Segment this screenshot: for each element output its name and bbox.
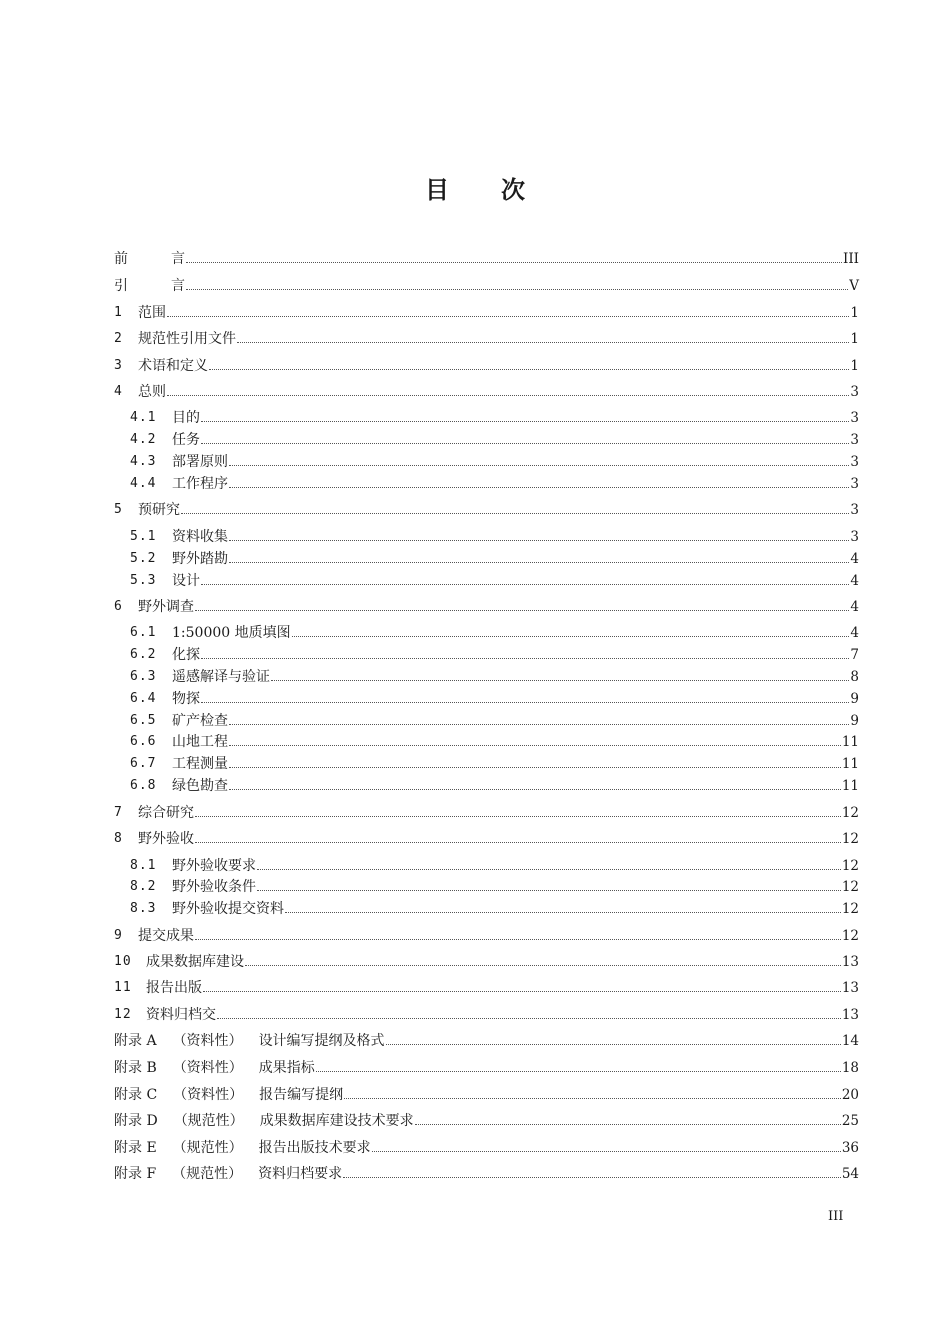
- toc-entry-appendix[interactable]: 附录 B （资料性） 成果指标 18: [114, 1060, 859, 1076]
- toc-entry-section[interactable]: 5.3 设计 4: [130, 573, 859, 589]
- toc-entry-section[interactable]: 6.4 物探 9: [130, 691, 859, 707]
- toc-entry-section[interactable]: 4.1 目的 3: [130, 410, 859, 426]
- toc-entry-page: III: [843, 251, 859, 267]
- toc-entry-chapter[interactable]: 5 预研究 3: [114, 502, 859, 518]
- dot-leader: [203, 991, 841, 992]
- toc-entry-chapter[interactable]: 1 范围 1: [114, 305, 859, 321]
- toc-entry-section[interactable]: 8.2 野外验收条件 12: [130, 879, 859, 895]
- dot-leader: [217, 1018, 841, 1019]
- dot-leader: [195, 939, 841, 940]
- toc-entry-chapter[interactable]: 7 综合研究 12: [114, 805, 859, 821]
- dot-leader: [229, 745, 841, 746]
- dot-leader: [181, 513, 849, 514]
- toc-entry-section[interactable]: 8.1 野外验收要求 12: [130, 858, 859, 874]
- toc-entry-section[interactable]: 6.3 遥感解译与验证 8: [130, 669, 859, 685]
- toc-entry-chapter[interactable]: 3 术语和定义 1: [114, 358, 859, 374]
- toc-entry-chapter[interactable]: 9 提交成果 12: [114, 928, 859, 944]
- toc-entry-section[interactable]: 6.1 1:50000 地质填图 4: [130, 625, 859, 641]
- toc-entry-chapter[interactable]: 10 成果数据库建设 13: [114, 954, 859, 970]
- dot-leader: [292, 636, 850, 637]
- dot-leader: [285, 912, 841, 913]
- dot-leader: [257, 890, 841, 891]
- dot-leader: [209, 369, 849, 370]
- dot-leader: [245, 965, 841, 966]
- dot-leader: [386, 1044, 841, 1045]
- dot-leader: [316, 1071, 841, 1072]
- dot-leader: [195, 816, 841, 817]
- toc-entry-appendix[interactable]: 附录 F （规范性） 资料归档要求 54: [114, 1166, 859, 1182]
- toc-entry-appendix[interactable]: 附录 A （资料性） 设计编写提纲及格式 14: [114, 1033, 859, 1049]
- dot-leader: [237, 342, 849, 343]
- toc-entry-section[interactable]: 4.4 工作程序 3: [130, 476, 859, 492]
- dot-leader: [195, 842, 841, 843]
- toc-entry-section[interactable]: 5.2 野外踏勘 4: [130, 551, 859, 567]
- toc-entry-section[interactable]: 5.1 资料收集 3: [130, 529, 859, 545]
- dot-leader: [229, 767, 841, 768]
- dot-leader: [201, 702, 849, 703]
- dot-leader: [201, 658, 849, 659]
- dot-leader: [186, 289, 848, 290]
- dot-leader: [271, 680, 849, 681]
- dot-leader: [229, 540, 849, 541]
- dot-leader: [257, 869, 841, 870]
- toc-entry-section[interactable]: 4.2 任务 3: [130, 432, 859, 448]
- toc-entry-label: 引 言: [114, 278, 185, 294]
- dot-leader: [344, 1098, 841, 1099]
- toc-entry-section[interactable]: 8.3 野外验收提交资料 12: [130, 901, 859, 917]
- footer-page-number: III: [828, 1209, 844, 1224]
- dot-leader: [372, 1151, 841, 1152]
- dot-leader: [186, 262, 842, 263]
- dot-leader: [229, 487, 849, 488]
- dot-leader: [229, 465, 849, 466]
- toc-entry-chapter[interactable]: 8 野外验收 12: [114, 831, 859, 847]
- dot-leader: [195, 610, 849, 611]
- dot-leader: [201, 584, 849, 585]
- dot-leader: [201, 421, 849, 422]
- toc-entry-intro[interactable]: [114, 275, 859, 295]
- toc-entry-section[interactable]: 6.7 工程测量 11: [130, 756, 859, 772]
- dot-leader: [229, 724, 849, 725]
- dot-leader: [167, 316, 849, 317]
- dot-leader: [343, 1177, 841, 1178]
- dot-leader: [229, 789, 841, 790]
- toc-entry-chapter[interactable]: 6 野外调查 4: [114, 599, 859, 615]
- toc-entry-chapter[interactable]: 4 总则 3: [114, 384, 859, 400]
- toc-entry-section[interactable]: 6.5 矿产检查 9: [130, 713, 859, 729]
- toc-entry-label: 前 言: [114, 251, 185, 267]
- dot-leader: [201, 443, 849, 444]
- dot-leader: [167, 395, 849, 396]
- page-title: [0, 170, 950, 205]
- toc-entry-appendix[interactable]: 附录 E （规范性） 报告出版技术要求 36: [114, 1140, 859, 1156]
- toc-entry-section[interactable]: 6.6 山地工程 11: [130, 734, 859, 750]
- toc-entry-section[interactable]: 6.2 化探 7: [130, 647, 859, 663]
- dot-leader: [229, 562, 849, 563]
- title-char-1: 目: [425, 176, 449, 204]
- title-char-2: 次: [501, 176, 525, 204]
- toc-entry-chapter[interactable]: 2 规范性引用文件 1: [114, 331, 859, 347]
- toc-entry-chapter[interactable]: 12 资料归档交 13: [114, 1007, 859, 1023]
- toc-entry-preface[interactable]: [114, 248, 859, 268]
- toc-entry-appendix[interactable]: 附录 D （规范性） 成果数据库建设技术要求 25: [114, 1113, 859, 1129]
- toc-entry-chapter[interactable]: 11 报告出版 13: [114, 980, 859, 996]
- dot-leader: [415, 1124, 841, 1125]
- toc-entry-appendix[interactable]: 附录 C （资料性） 报告编写提纲 20: [114, 1087, 859, 1103]
- toc-entry-page: V: [849, 278, 859, 294]
- toc-entry-section[interactable]: 6.8 绿色勘查 11: [130, 778, 859, 794]
- toc-entry-section[interactable]: 4.3 部署原则 3: [130, 454, 859, 470]
